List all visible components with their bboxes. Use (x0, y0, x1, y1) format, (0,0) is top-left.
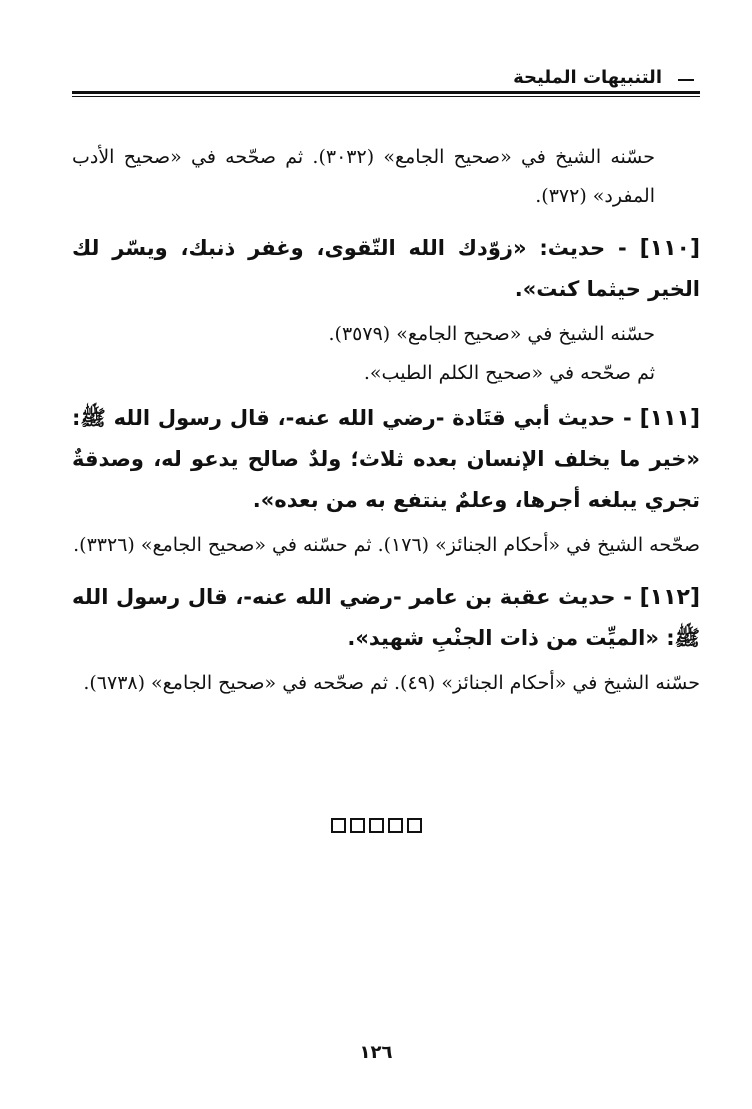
note-paragraph (72, 664, 700, 703)
note-text: حسّنه الشيخ في «صحيح الجامع» (٣٥٧٩). (328, 323, 655, 345)
hadith-entry-112 (72, 577, 700, 659)
note-text: صحّحه الشيخ في «أحكام الجنائز» (١٧٦). ثم حسّنه في «صحيح الجامع» (٣٣٢٦). (73, 534, 700, 556)
note-text: حسّنه الشيخ في «أحكام الجنائز» (٤٩). ثم صحّحه في «صحيح الجامع» (٦٧٣٨). (83, 672, 700, 694)
hadith-number: [١١٢] (639, 585, 700, 610)
note-paragraph (72, 315, 700, 354)
hadith-number: [١١١] (639, 406, 700, 431)
note-paragraph (72, 138, 700, 216)
ornament-box-icon (407, 818, 422, 833)
hadith-text: - حديث أبي قتَادة -رضي الله عنه-، قال رسول الله ﷺ: «خير ما يخلف الإنسان بعده ثلاث؛ ولدٌ صالح يدعو له، وصدقةٌ تجري يبلغه أجرها، وعلمٌ ينتفع به من بعده». (72, 406, 700, 512)
hadith-entry-111 (72, 398, 700, 521)
note-paragraph (72, 354, 700, 393)
page-number: ١٢٦ (359, 1042, 393, 1063)
ornament-box-icon (369, 818, 384, 833)
running-header-title: التنبيهات المليحة (513, 67, 662, 88)
hadith-number: [١١٠] (639, 236, 701, 261)
page-body (72, 138, 700, 703)
hadith-text: - حديث عقبة بن عامر -رضي الله عنه-، قال رسول الله ﷺ: «الميِّت من ذات الجنْبِ شهيد». (72, 585, 700, 650)
ornament-box-icon (388, 818, 403, 833)
running-header (72, 66, 700, 100)
note-text: حسّنه الشيخ في «صحيح الجامع» (٣٠٣٢). ثم صحّحه في «صحيح الأدب المفرد» (٣٧٢). (72, 146, 655, 207)
section-end-ornament (0, 818, 752, 837)
header-rule-thin (72, 96, 700, 97)
note-paragraph (72, 526, 700, 565)
hadith-text: - حديث: «زوّدك الله التّقوى، وغفر ذنبك، ويسّر لك الخير حيثما كنت». (72, 236, 700, 301)
ornament-box-icon (331, 818, 346, 833)
note-text: ثم صحّحه في «صحيح الكلم الطيب». (363, 362, 655, 384)
header-rule-thick (72, 91, 700, 94)
header-dash-mark (678, 79, 694, 81)
hadith-entry-110 (72, 228, 700, 310)
ornament-box-icon (350, 818, 365, 833)
